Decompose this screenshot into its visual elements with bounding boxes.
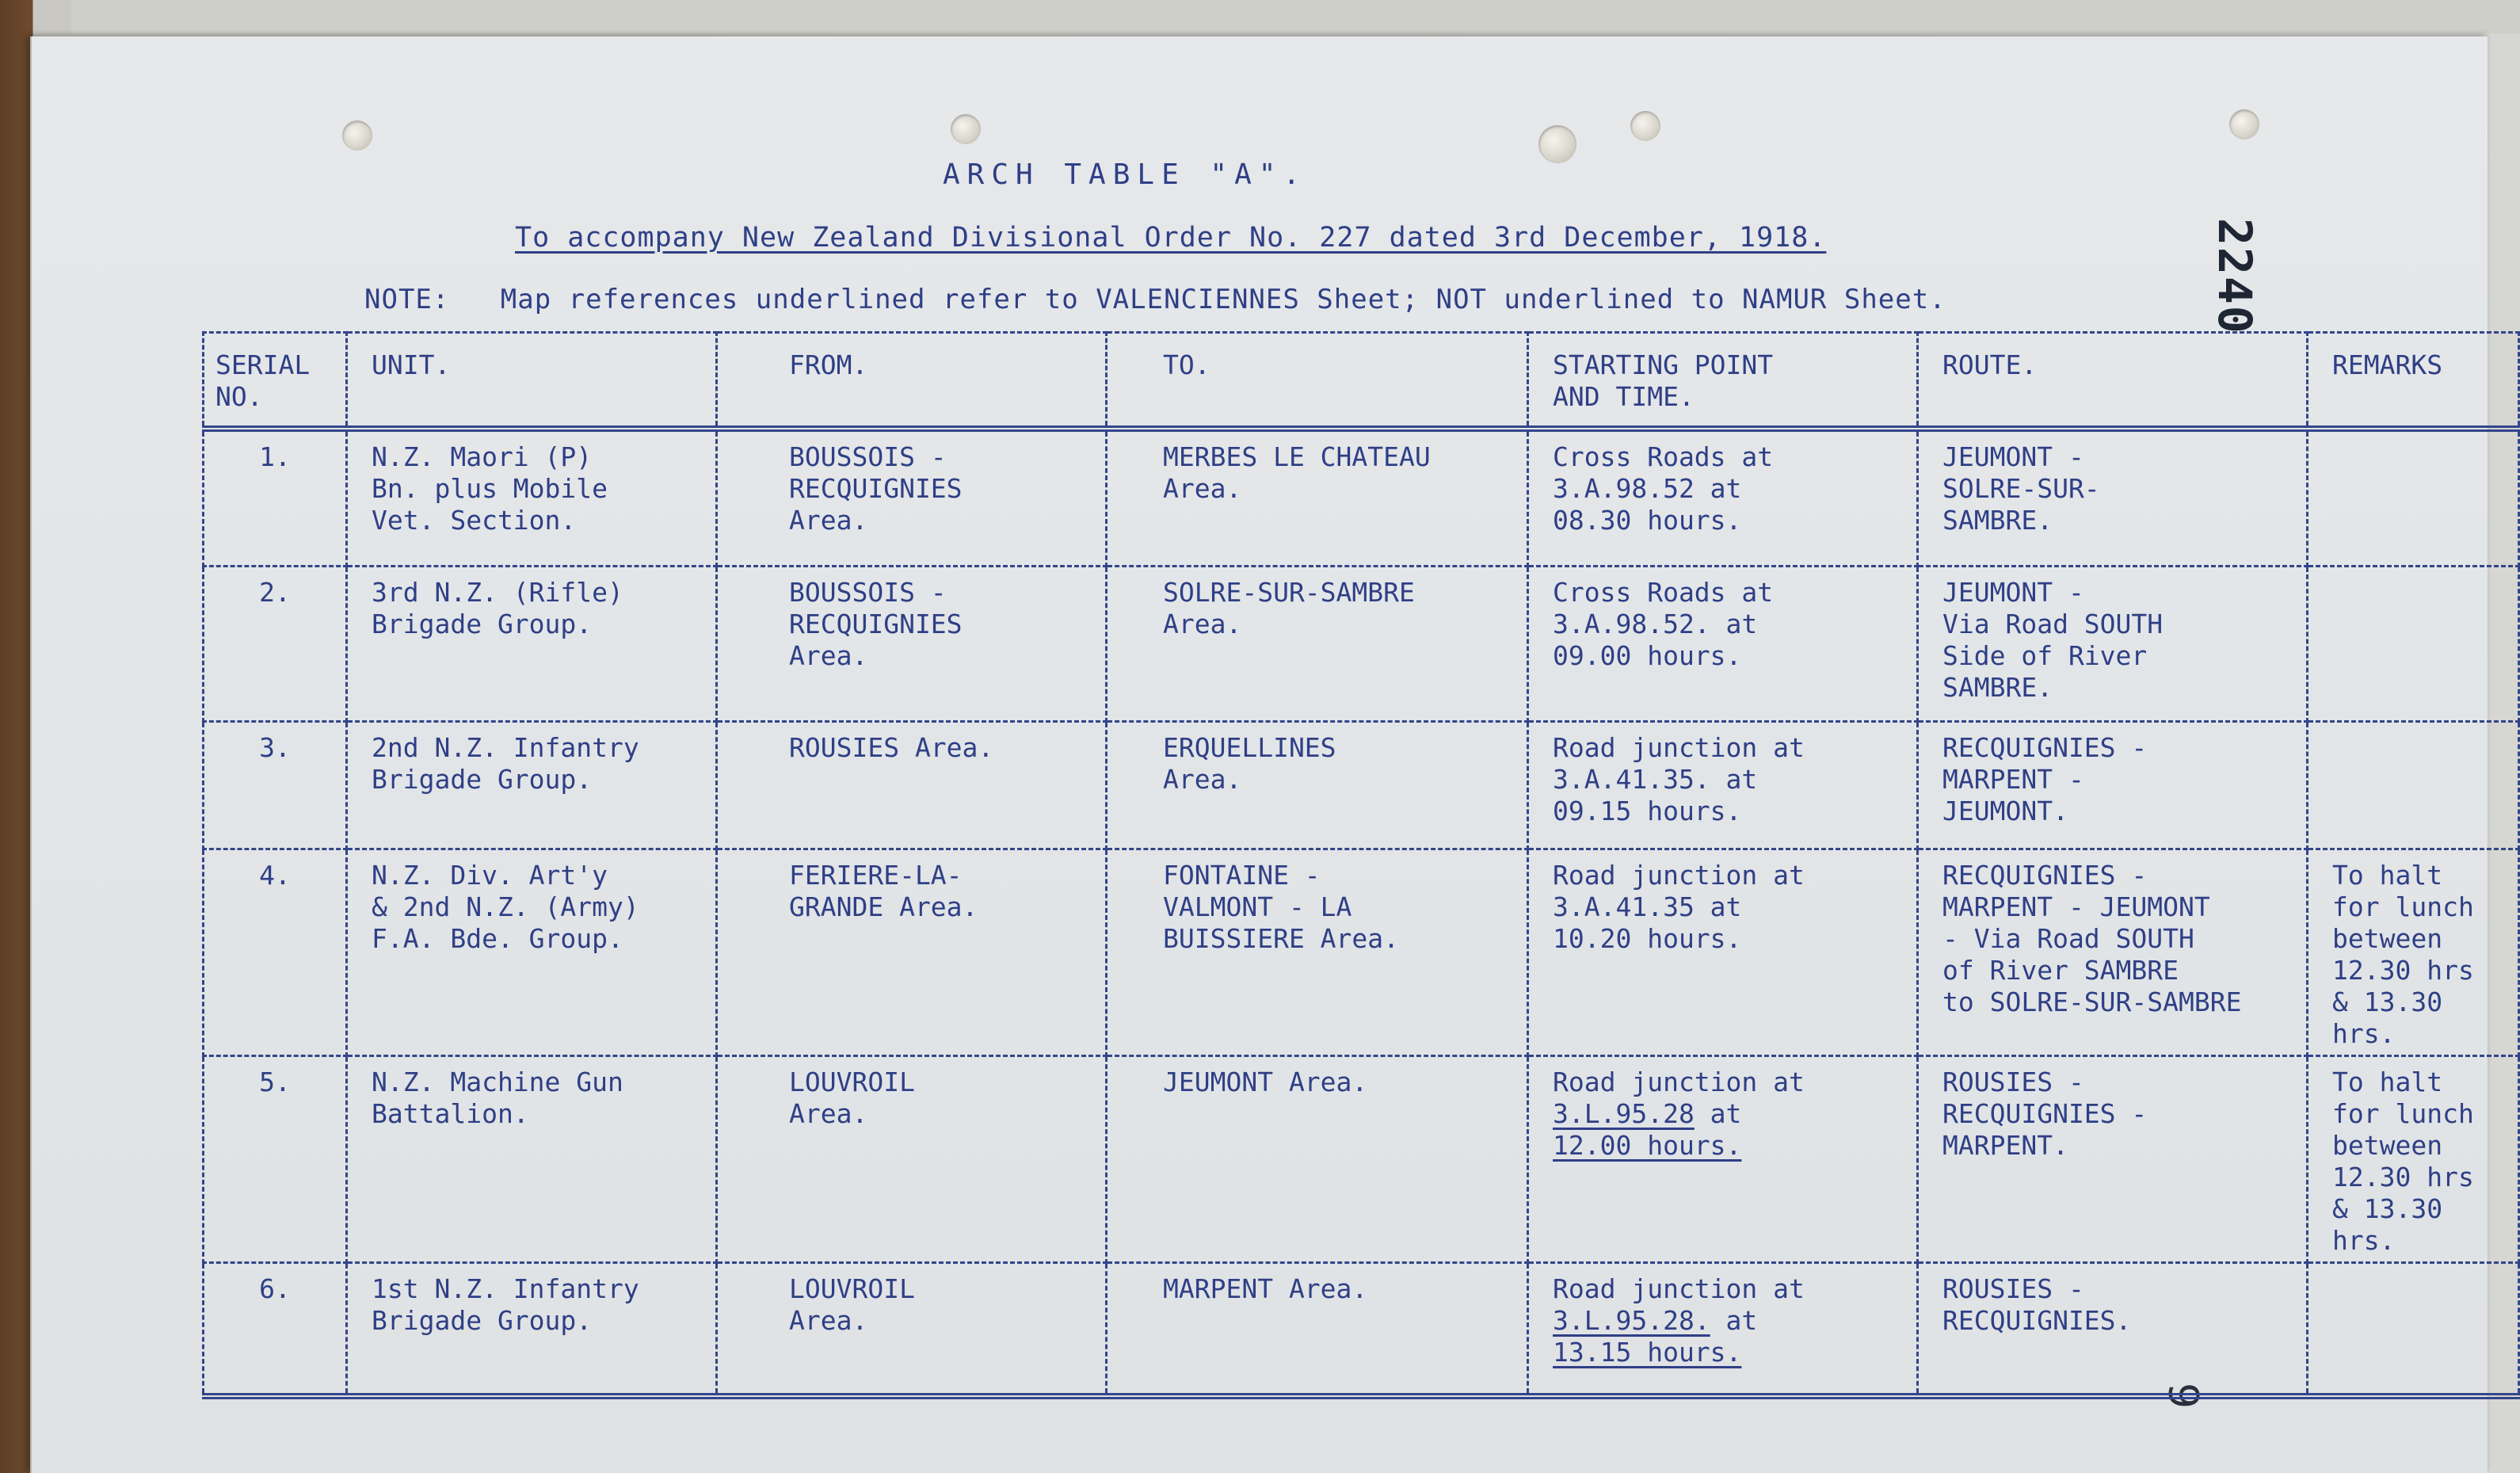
start-time: 09.00 hours.: [1553, 640, 1742, 671]
punch-hole: [2229, 109, 2259, 139]
table-row: [204, 722, 2519, 849]
punch-hole: [1630, 111, 1660, 141]
table-row: [204, 1056, 2519, 1263]
document-title: ARCH TABLE "A".: [943, 158, 1308, 191]
start-place: Road junction at: [1553, 1273, 1805, 1304]
table-row: [204, 567, 2519, 722]
cell-from: ROUSIES Area.: [717, 722, 1107, 849]
cell-remarks: To halt for lunch between 12.30 hrs & 13.30 hrs.: [2308, 849, 2519, 1056]
cell-route: JEUMONT - SOLRE-SUR- SAMBRE.: [1918, 429, 2308, 567]
cell-serial: 6.: [204, 1263, 347, 1397]
cell-remarks: [2308, 567, 2519, 722]
cell-remarks: [2308, 1263, 2519, 1397]
cell-starting-point: [1528, 567, 1918, 722]
start-map-ref: 3.A.41.35 at: [1553, 891, 1742, 922]
cell-from: BOUSSOIS - RECQUIGNIES Area.: [717, 567, 1107, 722]
header-serial-no: SERIAL NO.: [204, 333, 347, 429]
cell-to: MARPENT Area.: [1107, 1263, 1528, 1397]
table-row: [204, 1263, 2519, 1397]
cell-starting-point: [1528, 849, 1918, 1056]
start-map-ref-suffix: at: [1694, 1098, 1742, 1129]
cell-to: FONTAINE - VALMONT - LA BUISSIERE Area.: [1107, 849, 1528, 1056]
cell-remarks: [2308, 722, 2519, 849]
start-map-ref: 3.A.98.52. at: [1553, 609, 1758, 639]
map-reference-note: NOTE: Map references underlined refer to VALENCIENNES Sheet; NOT underlined to NAMUR Sheet.: [364, 284, 1946, 315]
start-map-ref-underlined: 3.L.95.28: [1553, 1098, 1695, 1129]
cell-serial: 4.: [204, 849, 347, 1056]
cell-route: ROUSIES - RECQUIGNIES - MARPENT.: [1918, 1056, 2308, 1263]
start-map-ref: 3.A.98.52 at: [1553, 473, 1742, 504]
cell-unit: 2nd N.Z. Infantry Brigade Group.: [347, 722, 717, 849]
header-from: FROM.: [717, 333, 1107, 429]
table-row: [204, 429, 2519, 567]
start-map-ref-suffix: at: [1710, 1305, 1758, 1336]
start-place: Road junction at: [1553, 732, 1805, 763]
cell-to: MERBES LE CHATEAU Area.: [1107, 429, 1528, 567]
punch-hole: [951, 114, 981, 144]
cell-starting-point: [1528, 722, 1918, 849]
cell-starting-point: [1528, 429, 1918, 567]
start-place: Cross Roads at: [1553, 577, 1774, 608]
header-remarks: REMARKS: [2308, 333, 2519, 429]
page-number: 9: [2159, 1383, 2206, 1410]
cell-unit: N.Z. Maori (P) Bn. plus Mobile Vet. Section.: [347, 429, 717, 567]
table-row: [204, 849, 2519, 1056]
cell-unit: N.Z. Machine Gun Battalion.: [347, 1056, 717, 1263]
start-time: 13.15 hours.: [1553, 1337, 1742, 1368]
cell-to: ERQUELLINES Area.: [1107, 722, 1528, 849]
cell-starting-point: [1528, 1263, 1918, 1397]
cell-to: SOLRE-SUR-SAMBRE Area.: [1107, 567, 1528, 722]
cell-remarks: [2308, 429, 2519, 567]
start-time: 09.15 hours.: [1553, 796, 1742, 826]
cell-serial: 3.: [204, 722, 347, 849]
header-to: TO.: [1107, 333, 1528, 429]
document-subtitle: To accompany New Zealand Divisional Order No. 227 dated 3rd December, 1918.: [515, 222, 1827, 254]
top-page-edge: [71, 0, 2520, 33]
cell-remarks: To halt for lunch between 12.30 hrs & 13.30 hrs.: [2308, 1056, 2519, 1263]
punch-hole: [342, 120, 372, 151]
cell-route: RECQUIGNIES - MARPENT - JEUMONT - Via Road SOUTH of River SAMBRE to SOLRE-SUR-SAMBRE: [1918, 849, 2308, 1056]
cell-from: LOUVROIL Area.: [717, 1263, 1107, 1397]
cell-to: JEUMONT Area.: [1107, 1056, 1528, 1263]
start-place: Road junction at: [1553, 1067, 1805, 1097]
march-table: [202, 331, 2520, 1399]
cell-from: FERIERE-LA- GRANDE Area.: [717, 849, 1107, 1056]
cell-from: LOUVROIL Area.: [717, 1056, 1107, 1263]
cell-unit: 3rd N.Z. (Rifle) Brigade Group.: [347, 567, 717, 722]
cell-route: RECQUIGNIES - MARPENT - JEUMONT.: [1918, 722, 2308, 849]
start-time: 10.20 hours.: [1553, 923, 1742, 954]
start-time: 12.00 hours.: [1553, 1130, 1742, 1161]
cell-serial: 5.: [204, 1056, 347, 1263]
start-map-ref: 3.A.41.35. at: [1553, 764, 1758, 795]
archive-stamp-number: 2240: [2208, 218, 2262, 335]
table-header-row: [204, 333, 2519, 429]
header-route: ROUTE.: [1918, 333, 2308, 429]
cell-unit: 1st N.Z. Infantry Brigade Group.: [347, 1263, 717, 1397]
cell-starting-point: [1528, 1056, 1918, 1263]
cell-serial: 1.: [204, 429, 347, 567]
start-time: 08.30 hours.: [1553, 505, 1742, 536]
cell-from: BOUSSOIS - RECQUIGNIES Area.: [717, 429, 1107, 567]
header-starting-point: STARTING POINT AND TIME.: [1528, 333, 1918, 429]
cell-unit: N.Z. Div. Art'y & 2nd N.Z. (Army) F.A. Bde. Group.: [347, 849, 717, 1056]
cell-route: ROUSIES - RECQUIGNIES.: [1918, 1263, 2308, 1397]
header-unit: UNIT.: [347, 333, 717, 429]
start-map-ref-underlined: 3.L.95.28.: [1553, 1305, 1710, 1336]
cell-route: JEUMONT - Via Road SOUTH Side of River SAMBRE.: [1918, 567, 2308, 722]
start-place: Cross Roads at: [1553, 441, 1774, 472]
start-place: Road junction at: [1553, 860, 1805, 891]
cell-serial: 2.: [204, 567, 347, 722]
punch-hole: [1538, 125, 1576, 163]
